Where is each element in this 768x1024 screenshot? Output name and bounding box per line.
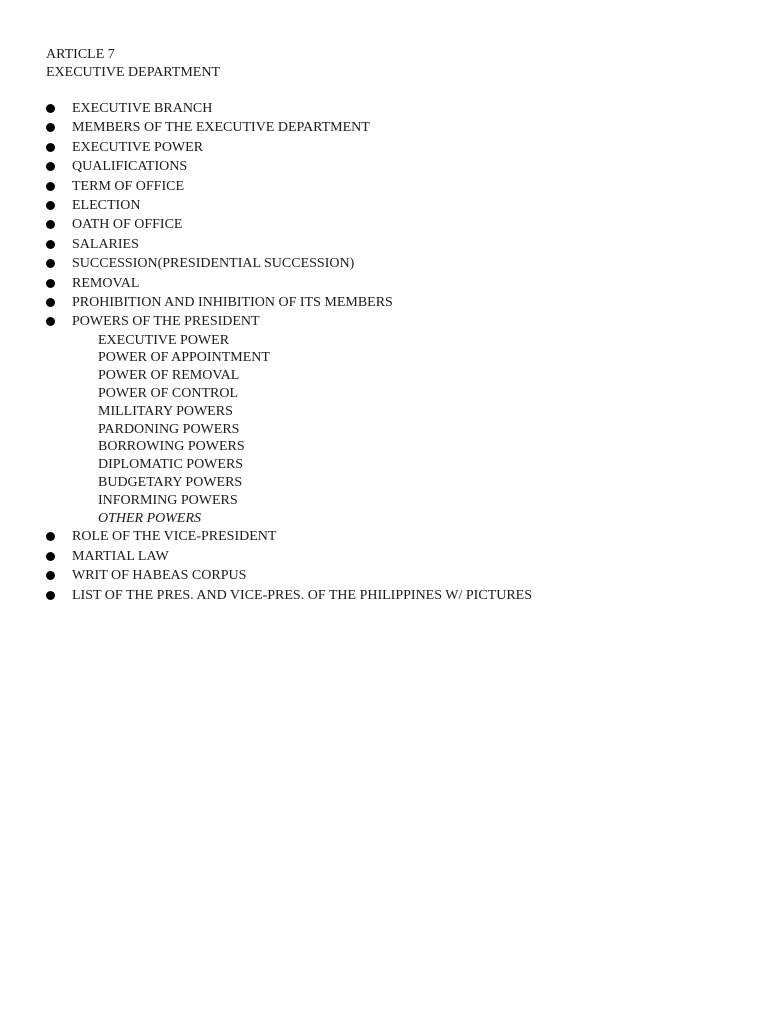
bullet-icon (46, 532, 55, 541)
list-item-label: SUCCESSION(PRESIDENTIAL SUCCESSION) (72, 256, 355, 272)
bullet-icon (46, 298, 55, 307)
list-item (46, 138, 748, 157)
list-item (46, 527, 748, 546)
list-item (46, 177, 748, 196)
list-item (46, 99, 748, 118)
power-item: INFORMING POWERS (98, 492, 238, 508)
article-heading: ARTICLE 7 (46, 47, 115, 62)
list-item-label: TERM OF OFFICE (72, 178, 185, 194)
power-item: EXECUTIVE POWER (98, 332, 230, 348)
topic-list (46, 99, 748, 332)
list-item-label: QUALIFICATIONS (72, 159, 188, 175)
list-item-label: LIST OF THE PRES. AND VICE-PRES. OF THE PHILIPPINES W/ PICTURES (72, 587, 532, 603)
power-item: BUDGETARY POWERS (98, 475, 243, 491)
power-item: POWER OF CONTROL (98, 386, 239, 402)
list-item (46, 157, 748, 176)
bullet-icon (46, 143, 55, 152)
bullet-icon (46, 279, 55, 288)
bullet-icon (46, 162, 55, 171)
power-item: BORROWING POWERS (98, 439, 245, 455)
list-item-label: SALARIES (72, 236, 139, 252)
list-item-label: PROHIBITION AND INHIBITION OF ITS MEMBERS (72, 294, 393, 310)
bullet-icon (46, 104, 55, 113)
powers-sublist (98, 332, 748, 528)
bullet-icon (46, 220, 55, 229)
power-item: OTHER POWERS (98, 510, 202, 526)
list-item-label: OATH OF OFFICE (72, 217, 183, 233)
bullet-icon (46, 240, 55, 249)
list-item-label: MEMBERS OF THE EXECUTIVE DEPARTMENT (72, 120, 370, 136)
bullet-icon (46, 259, 55, 268)
list-item-label: MARTIAL LAW (72, 548, 169, 564)
list-item (46, 274, 748, 293)
power-item: DIPLOMATIC POWERS (98, 457, 244, 473)
bullet-icon (46, 552, 55, 561)
power-item: POWER OF REMOVAL (98, 368, 240, 384)
bullet-icon (46, 317, 55, 326)
power-item: MILLITARY POWERS (98, 403, 233, 419)
list-item (46, 196, 748, 215)
list-item-label: WRIT OF HABEAS CORPUS (72, 568, 247, 584)
list-item-label: ELECTION (72, 197, 141, 213)
document-page (46, 46, 748, 605)
list-item-label: EXECUTIVE POWER (72, 139, 204, 155)
bullet-icon (46, 182, 55, 191)
topic-list-continued (46, 527, 748, 605)
bullet-icon (46, 201, 55, 210)
list-item (46, 235, 748, 254)
list-item (46, 215, 748, 234)
list-item-label: ROLE OF THE VICE-PRESIDENT (72, 529, 277, 545)
list-item-label: POWERS OF THE PRESIDENT (72, 314, 260, 330)
list-item (46, 586, 748, 605)
power-item: PARDONING POWERS (98, 421, 240, 437)
list-item (46, 118, 748, 137)
bullet-icon (46, 123, 55, 132)
list-item (46, 566, 748, 585)
list-item (46, 312, 748, 331)
list-item-label: EXECUTIVE BRANCH (72, 101, 213, 116)
list-item (46, 293, 748, 312)
bullet-icon (46, 591, 55, 600)
list-item (46, 547, 748, 566)
bullet-icon (46, 571, 55, 580)
list-item-label: REMOVAL (72, 275, 140, 291)
power-item: POWER OF APPOINTMENT (98, 350, 270, 366)
list-item (46, 254, 748, 273)
department-heading: EXECUTIVE DEPARTMENT (46, 65, 221, 80)
